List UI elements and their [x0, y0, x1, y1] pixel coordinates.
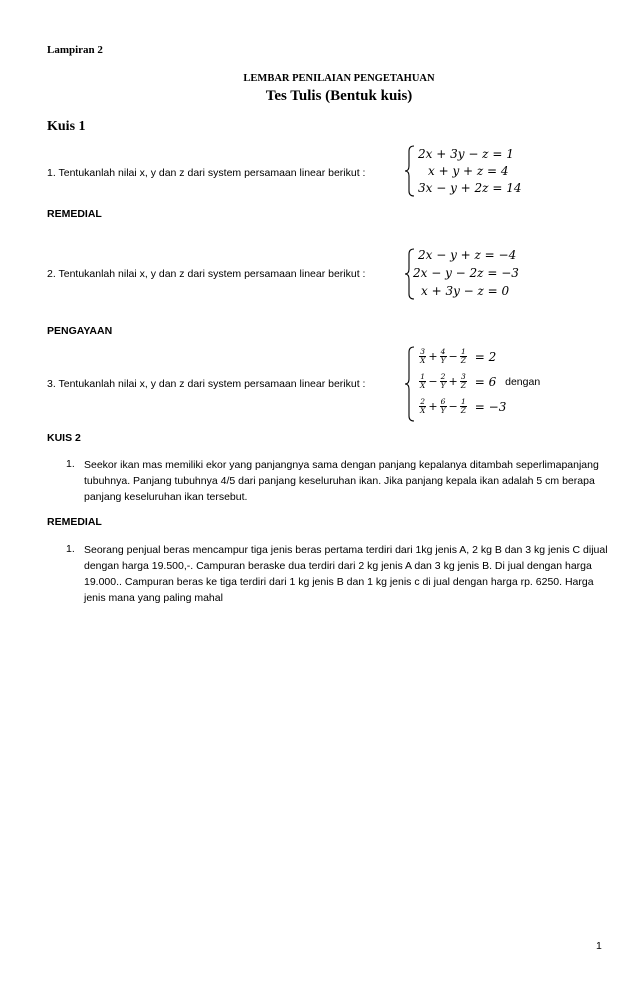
- q2-equation-3: x + 3y − z = 0: [421, 284, 510, 298]
- page-number: 1: [596, 940, 602, 952]
- remedial-heading: REMEDIAL: [47, 208, 102, 220]
- q1-equation-3: 3x − y + 2z = 14: [418, 181, 522, 195]
- q3-equation-2: $\frac{1}{X}$ − $\frac{2}{Y}$ + $\frac{3}{Z}$ = 6 dengan: [420, 372, 541, 390]
- question1-text: 1. Tentukanlah nilai x, y dan z dari system persamaan linear berikut :: [47, 167, 366, 179]
- kuis2-item-number: 1.: [66, 458, 75, 470]
- question3-text: 3. Tentukanlah nilai x, y dan z dari system persamaan linear berikut :: [47, 378, 366, 390]
- pengayaan-heading: PENGAYAAN: [47, 325, 113, 337]
- kuis1-heading: Kuis 1: [47, 119, 86, 134]
- document-subtitle: Tes Tulis (Bentuk kuis): [265, 88, 413, 104]
- question2-text: 2. Tentukanlah nilai x, y dan z dari system persamaan linear berikut :: [47, 268, 366, 280]
- kuis2-remedial-item-text: Seorang penjual beras mencampur tiga jenis beras pertama terdiri dari 1kg jenis A, 2 kg B dan 3 kg jenis C dijual dengan harga 19.500,-. Campuran beraske dua terdiri dari 2 kg jenis A dan 3 kg jenis B. Di jual dengan harga 19.000.. Campuran beras ke tiga terdiri dari 1 kg jenis B dan 1 kg jenis c di jual dengan harga rp. 6250. Harga jenis mana yang paling mahal: [84, 544, 608, 604]
- q3-equation-3: $\frac{2}{X}$ + $\frac{6}{Y}$ − $\frac{1}{Z}$ = −3: [420, 397, 507, 415]
- q1-equation-1: 2x + 3y − z = 1: [418, 147, 514, 161]
- kuis2-heading: KUIS 2: [47, 432, 81, 444]
- q2-equation-2: 2x − y − 2z = −3: [413, 266, 519, 280]
- document-title: LEMBAR PENILAIAN PENGETAHUAN: [243, 73, 435, 84]
- brace-icon: [403, 346, 417, 422]
- q3-equation-1: $\frac{3}{X}$ + $\frac{4}{Y}$ − $\frac{1}{Z}$ = 2: [420, 347, 497, 365]
- kuis2-remedial-heading: REMEDIAL: [47, 516, 102, 528]
- kuis2-remedial-item-number: 1.: [66, 543, 75, 555]
- q2-equation-1: 2x − y + z = −4: [418, 248, 517, 262]
- kuis2-item-text: Seekor ikan mas memiliki ekor yang panjangnya sama dengan panjang kepalanya ditambah seperlimapanjang tubuhnya. Panjang tubuhnya 4/5 dari panjang keseluruhan ikan. Jika panjang kepala ikan adalah 5 cm berapa panjang keseluruhan ikan tersebut.: [84, 459, 599, 503]
- q1-equation-2: x + y + z = 4: [428, 164, 509, 178]
- brace-icon: [403, 145, 417, 197]
- lampiran-label: Lampiran 2: [47, 44, 103, 56]
- q3-suffix: dengan: [505, 375, 541, 388]
